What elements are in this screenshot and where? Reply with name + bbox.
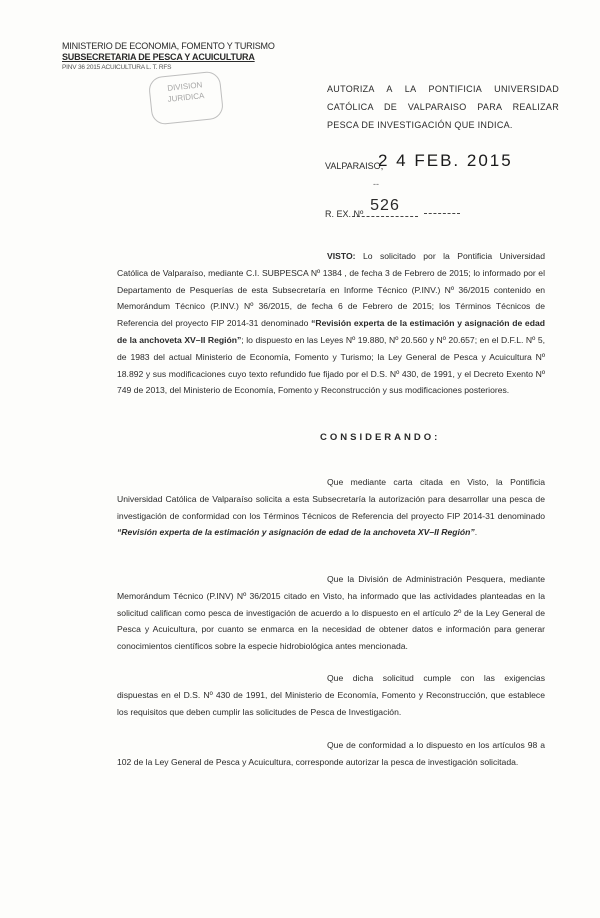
document-title: AUTORIZA A LA PONTIFICIA UNIVERSIDAD CATÓLICA DE VALPARAISO PARA REALIZAR PESCA DE INVESTIGACIÓN QUE INDICA. (327, 84, 559, 130)
resolution-blank (424, 213, 460, 214)
date-stamp: 2 4 FEB. 2015 (378, 151, 513, 170)
visto-text-1: Lo solicitado por la Pontificia Universidad Católica de Valparaíso, mediante C.I. SUBPESCA Nº 1384 , de fecha 3 de Febrero de 2015; lo informado por el Departamento de Pesquerías de esta Subsecretaría en Informe Técnico (P.INV.) Nº 36/2015 contenido en Memorándum Técnico (P.INV.) Nº 36/2015, de fecha 6 de Febrero de 2015; los Términos Técnicos de Referencia del proyecto FIP 2014-31 denominado (117, 251, 545, 329)
resolution-label: R. EX. Nº (325, 209, 364, 219)
c1-project-title: “Revisión experta de la estimación y asignación de edad de la anchoveta XV–II Región” (117, 527, 475, 538)
date-dash: -- (373, 179, 379, 189)
ministry-name: MINISTERIO DE ECONOMIA, FOMENTO Y TURISMO (62, 41, 275, 51)
c1-text: Que mediante carta citada en Visto, la Pontificia Universidad Católica de Valparaíso solicita a esta Subsecretaría la autorización para desarrollar una pesca de investigación de conformidad con los Términos Técnicos de Referencia del proyecto FIP 2014-31 denominado (117, 477, 545, 521)
considerando-1 (117, 474, 545, 541)
considerando-2: Que la División de Administración Pesquera, mediante Memorándum Técnico (P.INV) Nº 36/2015 citado en Visto, ha informado que las actividades planteadas en la solicitud califican como pesca de investigación de acuerdo a lo dispuesto en el artículo 2º de la Ley General de Pesca y Acuicultura, por cuanto se enmarca en la necesidad de obtener datos e información para generar conocimientos científicos sobre la especie hidrobiológica antes mencionada. (117, 574, 545, 652)
division-stamp (148, 70, 225, 125)
letterhead (62, 41, 275, 72)
visto-label: VISTO: (327, 251, 356, 261)
visto-paragraph (117, 248, 545, 399)
reference-code: PINV 36 2015 ACUICULTURA L. T. RFS (62, 64, 172, 71)
stamp-line-2: JURIDICA (167, 91, 205, 104)
c1-end: . (474, 527, 478, 538)
stamp-line-1: DIVISION (166, 80, 203, 93)
subsecretaria-name: SUBSECRETARIA DE PESCA Y ACUICULTURA (62, 52, 255, 62)
resolution-number: 526 (352, 196, 418, 217)
considerando-4: Que de conformidad a lo dispuesto en los artículos 98 a 102 de la Ley General de Pesca y Acuicultura, corresponde autorizar la pesca de investigación solicitada. (117, 740, 545, 767)
considerando-heading: CONSIDERANDO: (320, 432, 441, 443)
visto-text-2: ; lo dispuesto en las Leyes Nº 19.880, Nº 20.560 y Nº 20.657; en el D.F.L. Nº 5, de 1983 del actual Ministerio de Economía, Fomento y Turismo; la Ley General de Pesca y Acuicultura Nº 18.892 y sus modificaciones cuyo texto refundido fue fijado por el D.S. Nº 430, de 1991, y el Decreto Exento Nº 749 de 2013, del Ministerio de Economía, Fomento y Reconstrucción y sus modificaciones posteriores. (117, 334, 545, 396)
place-label: VALPARAISO, (325, 161, 384, 171)
considerando-3: Que dicha solicitud cumple con las exigencias dispuestas en el D.S. Nº 430 de 1991, del Ministerio de Economía, Fomento y Reconstrucción, que establece los requisitos que deben cumplir las solicitudes de Pesca de Investigación. (117, 673, 545, 717)
visto-project-title: “Revisión experta de la estimación y asignación de edad de la anchoveta XV–II Región” (117, 318, 545, 345)
